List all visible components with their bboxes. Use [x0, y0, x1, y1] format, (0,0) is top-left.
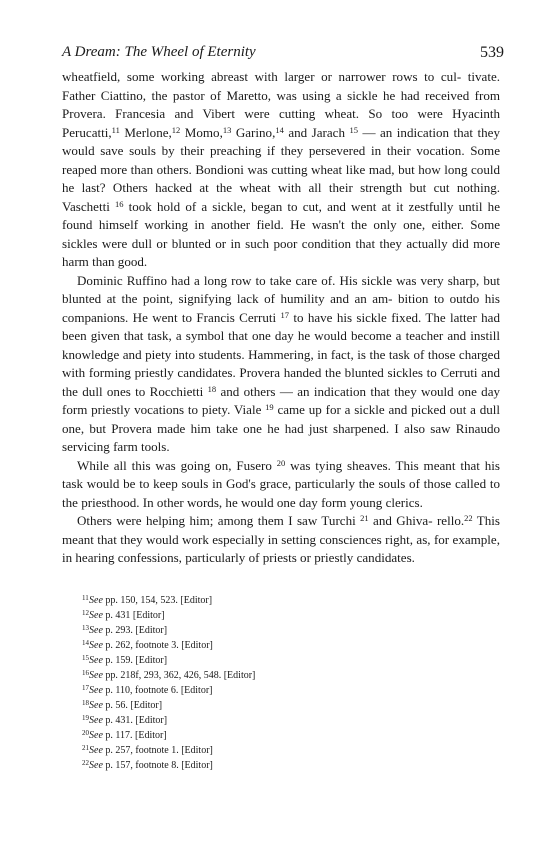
- text-line: right, as, for example, in hearing confessions, particularly of priests or: [62, 531, 500, 565]
- footnote-text: p. 117. [Editor]: [102, 730, 167, 741]
- paragraph-3: [62, 457, 500, 513]
- footnote-text: p. 157, footnote 8. [Editor]: [102, 760, 213, 771]
- text-line: rello.: [436, 513, 465, 528]
- footnote: [82, 757, 482, 772]
- text-line: was cutting wheat like mad, but how long could he last? Others hacked: [62, 161, 501, 195]
- footnote-number: 11: [82, 594, 89, 602]
- footnote: [82, 622, 482, 637]
- text-line: Others were helping him; among them I saw Turchi: [77, 513, 356, 528]
- text-line: priestly candidates.: [314, 550, 415, 565]
- footnote-ref: 22: [464, 513, 473, 523]
- footnote-number: 18: [82, 699, 89, 707]
- footnote-number: 12: [82, 609, 89, 617]
- footnote: [82, 697, 482, 712]
- text-line: sickles were dull or blunted or in such poor condition that they actually: [62, 235, 448, 251]
- footnote-ref: 13: [222, 124, 232, 135]
- text-line: Garino,: [231, 124, 276, 140]
- text-line: at the wheat with all their strength but cut nothing. Vaschetti: [62, 180, 500, 214]
- footnote-ref: 21: [360, 513, 369, 523]
- footnote-ref: 15: [349, 124, 358, 135]
- text-line: wheatfield, some working abreast with larger or narrower rows to cul-: [62, 69, 462, 84]
- footnote: [82, 652, 482, 667]
- text-line: sharpened. I also saw Rinaudo servicing farm tools.: [62, 420, 501, 454]
- text-line: sharp, but blunted at the point, signifying lack of humility and an am-: [62, 272, 500, 306]
- footnote: [82, 637, 482, 652]
- footnote-number: 20: [82, 729, 89, 737]
- text-line: and picked out a dull one, but Provera made him take one he had just: [62, 402, 500, 436]
- text-line: and Jarach: [283, 124, 345, 140]
- text-line: While all this was going on, Fusero: [77, 457, 272, 473]
- footnote: [82, 742, 482, 757]
- footnote-ref: 12: [171, 124, 181, 135]
- footnote-ref: 20: [276, 457, 286, 468]
- text-line: the dull ones to Rocchietti: [62, 383, 204, 399]
- footnote: [82, 667, 482, 682]
- footnote: [82, 607, 482, 622]
- paragraph-1: [62, 68, 500, 272]
- text-line: day form young clerics.: [298, 494, 423, 510]
- text-line: — an indication that they would save souls by their preaching if they: [62, 124, 500, 158]
- text-line: souls of those called to the priesthood. In other words, he would one: [62, 476, 501, 510]
- text-line: Dominic Ruffino had a long row to take care of. His sickle was very: [77, 272, 444, 288]
- footnote-ref: 18: [207, 383, 217, 394]
- text-line: one day form priestly vocations to piety. Viale: [62, 383, 501, 417]
- text-line: received from Provera. Francesia and Vibert were cutting wheat. So too: [62, 87, 501, 121]
- text-line: that his task would be to keep souls in God's grace, particularly the: [62, 457, 501, 491]
- footnote-text: p. 159. [Editor]: [102, 655, 168, 666]
- footnote-text: p. 257, footnote 1. [Editor]: [102, 745, 213, 756]
- footnote-see: See: [89, 655, 103, 666]
- footnote-ref: 16: [114, 198, 124, 209]
- footnote-see: See: [89, 625, 103, 636]
- footnote-see: See: [89, 640, 103, 651]
- text-line: tivate. Father Ciattino, the pastor of Maretto, was using a sickle he had: [62, 69, 500, 103]
- footnote-number: 21: [82, 744, 89, 752]
- footnote-text: pp. 218f, 293, 362, 426, 548. [Editor]: [102, 670, 256, 681]
- text-line: did more harm than good.: [62, 235, 500, 269]
- text-line: were Hyacinth Perucatti,: [62, 106, 500, 140]
- body-text: [62, 68, 500, 568]
- footnote-ref: 11: [111, 124, 120, 135]
- footnote-number: 22: [82, 759, 89, 767]
- footnote-ref: 17: [280, 309, 289, 320]
- footnote-text: p. 56. [Editor]: [102, 700, 163, 711]
- text-line: and Ghiva-: [368, 513, 433, 528]
- text-line: took: [123, 198, 152, 214]
- text-line: students. Hammering, in fact, is the task of those charged with forming: [62, 346, 500, 380]
- footnote-text: p. 431. [Editor]: [102, 715, 168, 726]
- footnote-text: p. 431 [Editor]: [102, 610, 165, 621]
- text-line: was tying sheaves. This meant: [285, 457, 456, 473]
- footnote-number: 14: [82, 639, 89, 647]
- text-line: to have: [289, 309, 333, 325]
- footnote-number: 17: [82, 684, 89, 692]
- text-line: Momo,: [180, 124, 223, 140]
- paragraph-4: [62, 512, 500, 568]
- footnote-number: 13: [82, 624, 89, 632]
- footnote-text: p. 293. [Editor]: [102, 625, 168, 636]
- footnotes: [82, 592, 482, 772]
- text-line: Merlone,: [119, 124, 172, 140]
- text-line: persevered in their vocation. Some reaped more than others. Bondioni: [62, 143, 500, 177]
- footnote-text: pp. 150, 154, 523. [Editor]: [102, 595, 213, 606]
- text-line: himself working in another field. He wasn't the only one, either. Some: [98, 217, 501, 232]
- footnote-see: See: [89, 700, 103, 711]
- footnote-number: 15: [82, 654, 89, 662]
- footnote-see: See: [89, 610, 103, 621]
- page-number: 539: [480, 44, 504, 61]
- footnote: [82, 592, 482, 607]
- footnote-see: See: [89, 760, 103, 771]
- footnote: [82, 727, 482, 742]
- text-line: and others — an indication that they would: [216, 383, 454, 399]
- text-line: day he would become a teacher and instill knowledge and piety into: [62, 328, 500, 362]
- running-title: A Dream: The Wheel of Eternity: [62, 44, 256, 60]
- footnote-ref: 14: [275, 124, 284, 135]
- paragraph-2: [62, 272, 500, 457]
- page-header: [62, 44, 504, 66]
- footnote-number: 16: [82, 669, 89, 677]
- footnote-text: p. 262, footnote 3. [Editor]: [102, 640, 213, 651]
- text-line: came up for a sickle: [273, 402, 385, 417]
- footnote-see: See: [89, 730, 103, 741]
- footnote-text: p. 110, footnote 6. [Editor]: [102, 685, 213, 696]
- footnote-see: See: [89, 685, 103, 696]
- footnote: [82, 682, 482, 697]
- text-line: This meant that they would work especially in setting consciences: [62, 513, 500, 547]
- footnote-number: 19: [82, 714, 89, 722]
- text-line: bition to outdo his companions. He went to Francis Cerruti: [62, 291, 500, 325]
- footnote: [82, 712, 482, 727]
- text-line: priestly candidates. Provera handed the blunted sickles to Cerruti and: [134, 365, 500, 380]
- footnote-see: See: [89, 745, 103, 756]
- footnote-see: See: [89, 595, 103, 606]
- footnote-see: See: [89, 670, 103, 681]
- footnote-see: See: [89, 715, 103, 726]
- footnote-ref: 19: [265, 402, 274, 412]
- text-line: hold of a sickle, began to cut, and went at it zestfully until he found: [62, 198, 500, 232]
- text-line: his sickle fixed. The latter had been given that task, a symbol that one: [62, 309, 500, 343]
